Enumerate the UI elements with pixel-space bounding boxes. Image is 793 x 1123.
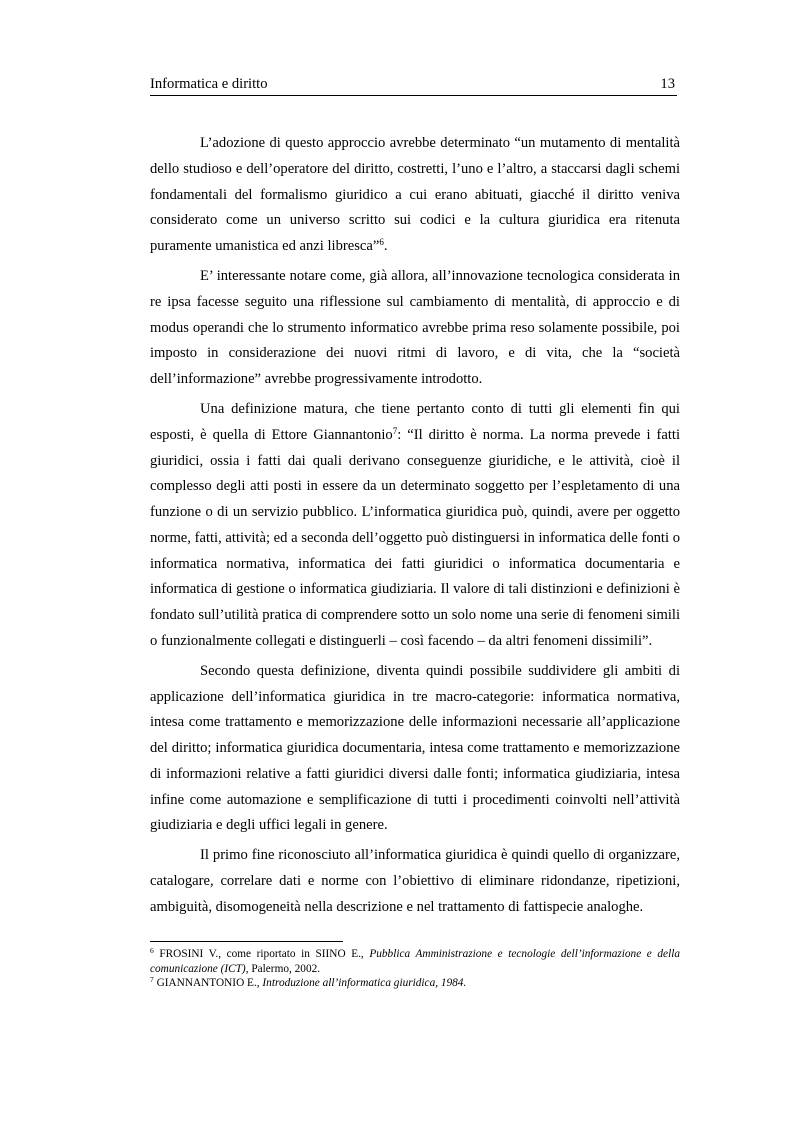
- paragraph-text: Una definizione matura, che tiene pertanto conto di tutti gli elementi fin qui esposti, è quella di Ettore Giannantonio: [150, 401, 680, 443]
- footnote-title: Introduzione all’informatica giuridica, 1984.: [262, 977, 467, 989]
- paragraph-5: Il primo fine riconosciuto all’informatica giuridica è quindi quello di organizzare, catalogare, correlare dati e norme con l’obiettivo di eliminare ridondanze, ripetizioni, ambiguità, disomogeneità nella descrizione e nel trattamento di fattispecie analoghe.: [150, 847, 680, 915]
- footnote-ref[interactable]: 7: [392, 425, 398, 436]
- footnote: [150, 947, 680, 976]
- paragraph-3: [150, 397, 680, 655]
- footnote-text: FROSINI V., come riportato in SIINO E.,: [159, 948, 370, 960]
- paragraph-text: .: [383, 238, 388, 254]
- paragraph-4: Secondo questa definizione, diventa quindi possibile suddividere gli ambiti di applicazione dell’informatica giuridica in tre macro-categorie: informatica normativa, intesa come trattamento e memorizzazione delle informazioni necessarie all’applicazione del diritto; informatica giuridica documentaria, intesa come trattamento e memorizzazione di informazioni relative a fatti giuridici diversi dalle fonti; informatica giudiziaria, intesa infine come automazione e semplificazione di tutti i procedimenti coinvolti nell’attività giudiziaria e degli uffici legali in genere.: [150, 662, 680, 834]
- footnote: [150, 976, 680, 991]
- footnote-title: Pubblica Amministrazione e tecnologie dell’informazione e della comunicazione (ICT): [150, 948, 680, 975]
- page-number: 13: [660, 76, 675, 92]
- paragraph-2: E’ interessante notare come, già allora, all’innovazione tecnologica considerata in re ipsa facesse seguito una riflessione sul cambiamento di mentalità, di approccio e di modus operandi che lo strumento informatico avrebbe prima reso solamente possibile, poi imposto in considerazione dei nuovi ritmi di lavoro, e di vita, che la “società dell’informazione” avrebbe progressivamente introdotto.: [150, 268, 680, 387]
- running-title: Informatica e diritto: [150, 76, 268, 92]
- footnote-ref[interactable]: 6: [379, 237, 384, 247]
- footnote-text: GIANNANTONIO E.,: [156, 977, 263, 989]
- running-header: [150, 76, 677, 96]
- paragraph-1: [150, 131, 680, 260]
- paragraph-text: L’adozione di questo approccio avrebbe determinato “un mutamento di mentalità dello studioso e dell’operatore del diritto, costretti, l’uno e l’altro, a staccarsi dagli schemi fondamentali del formalismo giuridico a cui erano abituati, giacché il diritto veniva considerato come un universo scritto sui codici e la cultura giuridica era ritenuta puramente umanistica ed anzi libresca”: [150, 135, 680, 254]
- footnote-separator: [150, 941, 343, 942]
- body-text: [150, 131, 680, 925]
- footnote-number: 7: [150, 975, 154, 984]
- paragraph-text: : “Il diritto è norma. La norma prevede i fatti giuridici, ossia i fatti dai quali derivano conseguenze giuridiche, e le attività, cioè il complesso degli atti posti in essere da un determinato soggetto per l’espletamento di una funzione o di un servizio pubblico. L’informatica giuridica può, quindi, avere per oggetto norme, fatti, attività; ed a seconda dell’oggetto può distinguersi in informatica delle fonti o informatica normativa, informatica dei fatti giuridici o informatica documentaria e informatica di gestione o informatica giudiziaria. Il valore di tali distinzioni e definizioni è fondato sull’utilità pratica di comprendere sotto un solo nome una serie di fenomeni simili o funzionalmente collegati e distinguerli – così facendo – da altri fenomeni dissimili”.: [150, 426, 681, 649]
- footnote-text: , Palermo, 2002.: [245, 962, 321, 975]
- footnote-number: 6: [150, 946, 154, 955]
- footnotes: [150, 947, 680, 991]
